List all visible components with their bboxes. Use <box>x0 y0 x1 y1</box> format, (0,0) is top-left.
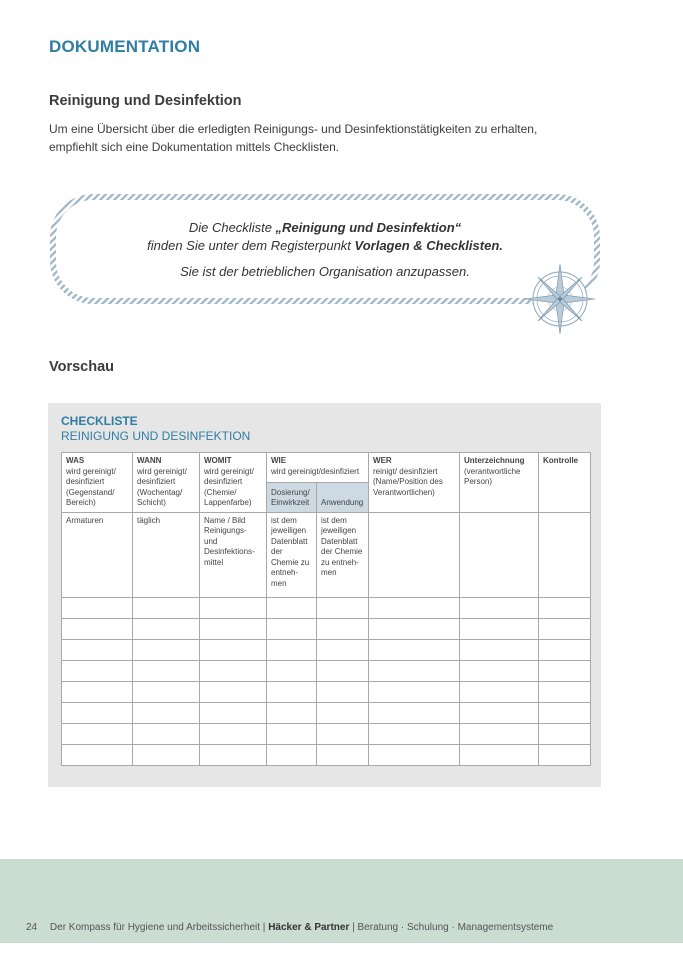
empty-cell <box>133 597 200 618</box>
empty-cell <box>267 597 317 618</box>
empty-cell <box>460 744 539 765</box>
table-row <box>62 618 591 639</box>
checklist-table <box>61 452 591 766</box>
empty-cell <box>317 639 369 660</box>
callout-line-2: finden Sie unter dem Registerpunkt Vorlagen & Checklisten. <box>147 238 503 253</box>
empty-cell <box>460 639 539 660</box>
empty-cell <box>62 681 133 702</box>
col-anwendung: Anwendung <box>317 482 369 512</box>
empty-cell <box>539 744 591 765</box>
table-row <box>62 597 591 618</box>
empty-cell <box>369 681 460 702</box>
col-kontrolle: Kontrolle <box>539 453 591 513</box>
cell-was: Armaturen <box>62 512 133 597</box>
empty-cell <box>539 639 591 660</box>
checklist-title: CHECKLISTE <box>61 414 138 428</box>
empty-cell <box>133 702 200 723</box>
callout-line-3: Sie ist der betrieblichen Organisation anzupassen. <box>180 264 470 279</box>
empty-cell <box>200 681 267 702</box>
empty-cell <box>539 723 591 744</box>
compass-rose-icon <box>523 262 597 336</box>
empty-cell <box>539 618 591 639</box>
cell-dosierung: ist dem jeweiligen Datenblatt der Chemie zu entneh-men <box>267 512 317 597</box>
cell-unterzeichnung <box>460 512 539 597</box>
empty-cell <box>62 660 133 681</box>
col-wer: WER reinigt/ desinfiziert (Name/Position des Verantwortlichen) <box>369 453 460 513</box>
empty-cell <box>369 723 460 744</box>
empty-cell <box>200 618 267 639</box>
cell-womit: Name / Bild Reinigungs- und Desinfektions-mittel <box>200 512 267 597</box>
header-row <box>62 453 591 483</box>
cell-wann: täglich <box>133 512 200 597</box>
checklist-subtitle: REINIGUNG UND DESINFEKTION <box>61 429 251 443</box>
col-wann: WANN wird gereinigt/ desinfiziert (Wochentag/ Schicht) <box>133 453 200 513</box>
empty-cell <box>200 702 267 723</box>
empty-cell <box>369 597 460 618</box>
empty-cell <box>267 744 317 765</box>
page-number: 24 <box>26 922 38 933</box>
preview-heading: Vorschau <box>49 359 115 375</box>
empty-cell <box>62 639 133 660</box>
empty-cell <box>539 681 591 702</box>
table-row <box>62 660 591 681</box>
empty-cell <box>133 618 200 639</box>
table-row <box>62 744 591 765</box>
empty-cell <box>267 618 317 639</box>
footer-publication: Der Kompass für Hygiene und Arbeitssicherheit <box>49 922 261 933</box>
page-title: DOKUMENTATION <box>49 37 201 56</box>
col-womit: WOMIT wird gereinigt/ desinfiziert (Chemie/ Lappenfarbe) <box>200 453 267 513</box>
empty-cell <box>369 660 460 681</box>
footer-services: Beratung · Schulung · Managementsysteme <box>357 922 554 933</box>
empty-cell <box>317 702 369 723</box>
empty-cell <box>460 618 539 639</box>
footer-brand: Häcker & Partner <box>268 922 350 933</box>
col-dosierung: Dosierung/ Einwirkzeit <box>267 482 317 512</box>
empty-cell <box>460 702 539 723</box>
checklist-preview <box>48 403 601 787</box>
info-callout <box>49 193 601 305</box>
col-wie: WIE wird gereinigt/desinfiziert <box>267 453 369 483</box>
empty-cell <box>317 660 369 681</box>
empty-cell <box>460 723 539 744</box>
table-row <box>62 512 591 597</box>
empty-cell <box>200 744 267 765</box>
empty-cell <box>539 702 591 723</box>
empty-cell <box>369 702 460 723</box>
empty-cell <box>200 660 267 681</box>
empty-cell <box>267 660 317 681</box>
empty-cell <box>460 597 539 618</box>
intro-line-1: Um eine Übersicht über die erledigten Reinigungs- und Desinfektionstätigkeiten zu erhalten, <box>49 122 538 136</box>
cell-wer <box>369 512 460 597</box>
intro-line-2: empfiehlt sich eine Dokumentation mittels Checklisten. <box>49 140 340 154</box>
col-was: WAS wird gereinigt/ desinfiziert (Gegenstand/ Bereich) <box>62 453 133 513</box>
empty-cell <box>62 702 133 723</box>
empty-cell <box>267 723 317 744</box>
empty-cell <box>460 660 539 681</box>
table-row <box>62 723 591 744</box>
empty-cell <box>133 681 200 702</box>
empty-cell <box>133 744 200 765</box>
empty-cell <box>369 639 460 660</box>
cell-anwendung: ist dem jeweiligen Datenblatt der Chemie zu entneh-men <box>317 512 369 597</box>
empty-cell <box>62 618 133 639</box>
section-title: Reinigung und Desinfektion <box>49 93 242 109</box>
empty-cell <box>267 681 317 702</box>
callout-line-1: Die Checkliste „Reinigung und Desinfektion“ <box>188 220 462 235</box>
empty-cell <box>317 618 369 639</box>
empty-cell <box>62 597 133 618</box>
empty-cell <box>369 618 460 639</box>
empty-cell <box>200 597 267 618</box>
empty-cell <box>369 744 460 765</box>
empty-cell <box>133 660 200 681</box>
empty-cell <box>539 597 591 618</box>
empty-cell <box>317 681 369 702</box>
intro-text <box>49 120 569 156</box>
callout-checklist-name: „Reinigung und Desinfektion“ <box>275 220 462 235</box>
cell-kontrolle <box>539 512 591 597</box>
empty-cell <box>200 723 267 744</box>
col-unterzeichnung: Unterzeichnung (verantwortliche Person) <box>460 453 539 513</box>
empty-cell <box>62 723 133 744</box>
empty-cell <box>200 639 267 660</box>
empty-cell <box>539 660 591 681</box>
page-footer <box>0 859 683 943</box>
empty-cell <box>133 639 200 660</box>
footer-text: 24 Der Kompass für Hygiene und Arbeitssicherheit | Häcker & Partner | Beratung · Schulung · Managementsysteme <box>26 922 554 933</box>
empty-cell <box>267 639 317 660</box>
table-row <box>62 702 591 723</box>
empty-cell <box>267 702 317 723</box>
table-row <box>62 639 591 660</box>
empty-cell <box>317 723 369 744</box>
empty-cell <box>317 597 369 618</box>
callout-register-name: Vorlagen & Checklisten. <box>354 238 503 253</box>
empty-cell <box>133 723 200 744</box>
empty-cell <box>317 744 369 765</box>
empty-cell <box>62 744 133 765</box>
table-row <box>62 681 591 702</box>
empty-cell <box>460 681 539 702</box>
